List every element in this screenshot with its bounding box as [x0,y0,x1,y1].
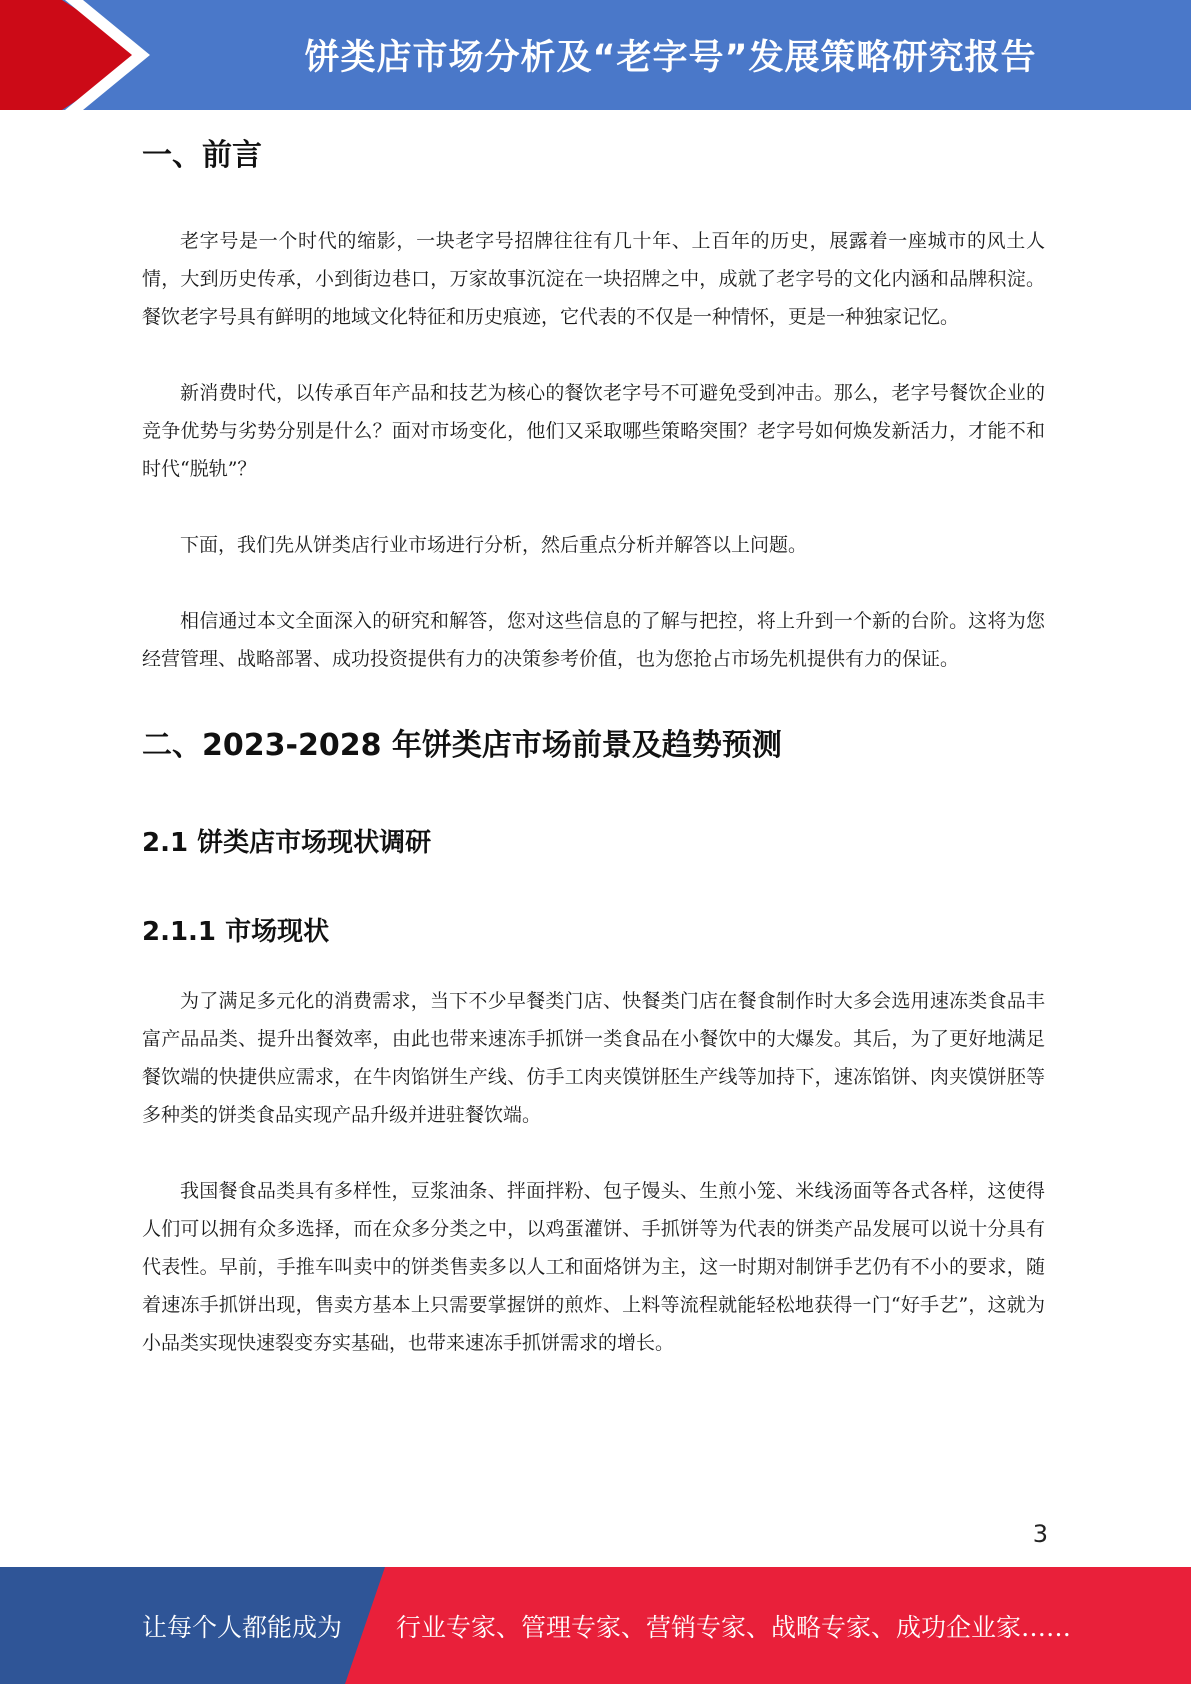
page-footer [0,1567,1191,1684]
preface-paragraph-1: 老字号是一个时代的缩影，一块老字号招牌往往有几十年、上百年的历史，展露着一座城市的风土人情，大到历史传承，小到街边巷口，万家故事沉淀在一块招牌之中，成就了老字号的文化内涵和品牌积淀。餐饮老字号具有鲜明的地域文化特征和历史痕迹，它代表的不仅是一种情怀，更是一种独家记忆。 [142,230,1045,328]
page-number: 3 [1032,1520,1048,1548]
preface-paragraph-3: 下面，我们先从饼类店行业市场进行分析，然后重点分析并解答以上问题。 [180,534,808,556]
market-status-paragraph-1: 为了满足多元化的消费需求，当下不少早餐类门店、快餐类门店在餐食制作时大多会选用速冻类食品丰富产品品类、提升出餐效率，由此也带来速冻手抓饼一类食品在小餐饮中的大爆发。其后，为了更好地满足餐饮端的快捷供应需求，在牛肉馅饼生产线、仿手工肉夹馍饼胚生产线等加持下，速冻馅饼、肉夹馍饼胚等多种类的饼类食品实现产品升级并进驻餐饮端。 [142,990,1045,1126]
subsection-heading-2-1-1: 2.1.1 市场现状 [142,917,330,947]
subsection-heading-2-1: 2.1 饼类店市场现状调研 [142,828,432,858]
preface-paragraph-4: 相信通过本文全面深入的研究和解答，您对这些信息的了解与把控，将上升到一个新的台阶。这将为您经营管理、战略部署、成功投资提供有力的决策参考价值，也为您抢占市场先机提供有力的保证。 [142,610,1045,670]
header-arrow-decoration [0,0,160,110]
document-body [142,130,1045,1362]
preface-paragraph-2: 新消费时代，以传承百年产品和技艺为核心的餐饮老字号不可避免受到冲击。那么，老字号餐饮企业的竞争优势与劣势分别是什么？面对市场变化，他们又采取哪些策略突围？老字号如何焕发新活力，才能不和时代“脱轨”？ [142,382,1045,480]
section-heading-forecast: 二、2023-2028 年饼类店市场前景及趋势预测 [142,728,782,763]
report-title: 饼类店市场分析及“老字号”发展策略研究报告 [304,38,1037,78]
footer-slogan-right: 行业专家、管理专家、营销专家、战略专家、成功企业家…… [396,1612,1072,1642]
footer-slogan-left: 让每个人都能成为 [142,1612,343,1642]
header-red-arrow [0,0,148,110]
market-status-paragraph-2: 我国餐食品类具有多样性，豆浆油条、拌面拌粉、包子馒头、生煎小笼、米线汤面等各式各样，这使得人们可以拥有众多选择，而在众多分类之中，以鸡蛋灌饼、手抓饼等为代表的饼类产品发展可以说十分具有代表性。早前，手推车叫卖中的饼类售卖多以人工和面烙饼为主，这一时期对制饼手艺仍有不小的要求，随着速冻手抓饼出现，售卖方基本上只需要掌握饼的煎炸、上料等流程就能轻松地获得一门“好手艺”，这就为小品类实现快速裂变夯实基础，也带来速冻手抓饼需求的增长。 [142,1180,1045,1354]
page-header [0,0,1191,110]
section-heading-preface: 一、前言 [142,138,262,173]
